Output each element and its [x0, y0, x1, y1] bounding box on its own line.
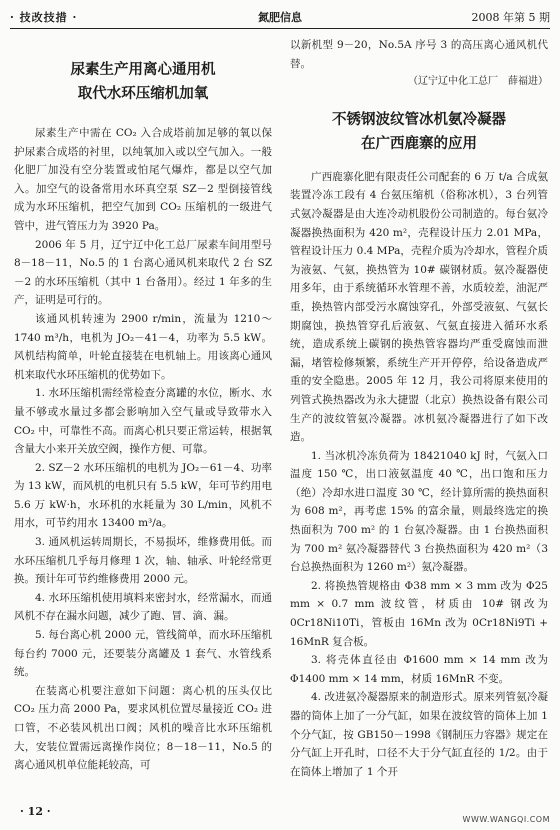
running-header	[10, 4, 550, 29]
section-label: · 技改技措 ·	[10, 11, 78, 24]
article1-paragraph: 1. 水环压缩机需经常检查分离罐的水位，断水、水量不够或水量过多都会影响加入空气量或导致带水入 CO₂ 中，可靠性不高。而离心机只要正常运转，根据氧含量大小来开关放空阀，操作方便、可靠。	[14, 387, 272, 456]
article2-paragraph: 2. 将换热管规格由 Φ38 mm × 3 mm 改为 Φ25 mm × 0.7 mm 波纹管，材质由 10# 钢改为 0Cr18Ni10Ti，管板由 16Mn 改为 0Cr18Ni9Ti + 16MnR 复合板。	[290, 579, 548, 648]
article1-paragraph: 尿素生产中需在 CO₂ 入合成塔前加足够的氧以保护尿素合成塔的衬里，以纯氧加入或以空气加入。一般化肥厂加没有空分装置或怕尾气爆炸，都是以空气加入。加空气的设备常用水环真空泵 SZ－2 型倒接管线成为水环压缩机，把空气加到 CO₂ 压缩机的一级进气管中，进气管压力为 3920 Pa。	[14, 127, 272, 232]
article2-title-line2: 在广西鹿寨的应用	[361, 135, 477, 152]
article1-paragraph: 该通风机转速为 2900 r/min，流量为 1210～1740 m³/h，电机为 JO₂－41－4，功率为 5.5 kW。风机结构简单，叶轮直接装在电机轴上。用该离心通风机来取代水环压缩机的优势如下。	[14, 312, 272, 381]
article1-paragraph: 5. 每台离心机 2000 元，管线简单，而水环压缩机每台约 7000 元，还要装分离罐及 1 套气、水管线系统。	[14, 629, 272, 679]
article1-title-line1: 尿素生产用离心通用机	[70, 62, 216, 78]
article1-credit: （辽宁辽中化工总厂 薛福进）	[408, 76, 548, 88]
article2-paragraph: 广西鹿寨化肥有限责任公司配套的 6 万 t/a 合成氨装置冷冻工段有 4 台氨压缩机（俗称冰机），3 台列管式氨冷凝器是由大连冷动机股份公司制造的。每台氨冷凝器换热面积为 420 m²，壳程设计压力 2.01 MPa，管程设计压力 0.4 MPa，壳程介质为冷却水，管程介质为液氨、气氨，换热管为 10# 碳钢材质。氨冷凝器使用多年，由于系统循环水管理不善，水质较差，油泥严重，换热管内部受污水腐蚀穿孔，外部受液氨、气氨长期腐蚀，换热管穿孔后液氨、气氨直接进入循环水系统，造成系统上碳钢的换热管容器均严重受腐蚀而泄漏，堵管检修频繁，系统生产开开停停，给设备造成严重的安全隐患。2005 年 12 月，我公司将原来使用的列管式换热器改为永大捷盟（北京）换热设备有限公司生产的波纹管氨冷凝器。冰机氨冷凝器进行了如下改造。	[290, 170, 548, 444]
article2-paragraph: 1. 当冰机冷冻负荷为 18421040 kJ 时，气氨入口温度 150 ℃，出口液氨温度 40 ℃，出口饱和压力（绝）冷却水进口温度 30 ℃，经计算所需的换热面积为 608 m²，再考虑 15% 的富余量，则最终选定的换热面积为 700 m² 的 1 台氨冷凝器。由 1 台换热面积为 700 m² 氨冷凝器替代 3 台换热面积为 420 m²（3 台总换热面积为 1260 m²）氨冷凝器。	[290, 449, 548, 574]
article1-paragraph: 3. 通风机运转周期长，不易损坏，维修费用低。而水环压缩机几乎每月修理 1 次，轴、轴承、叶轮经常更换。预计年可节约维修费用 2000 元。	[14, 536, 272, 586]
page-number: · 12 ·	[20, 805, 51, 818]
article2-title	[290, 108, 548, 156]
journal-name: 氮肥信息	[258, 11, 302, 24]
article2-paragraph: 4. 改进氨冷凝器原来的制造形式。原来列管氨冷凝器的筒体上加了一分气缸，如果在波纹管的筒体上加 1 个分气缸，按 GB150－1998《钢制压力容器》规定在分气缸上开孔时，口径不大于分气缸直径的 1/2。由于在筒体上增加了 1 个开	[290, 691, 548, 778]
site-watermark: WWW.WANGQI.COM	[462, 815, 550, 824]
article2-paragraph: 3. 将壳体直径由 Φ1600 mm × 14 mm 改为 Φ1400 mm × 14 mm，材质 16MnR 不变。	[290, 654, 548, 685]
article1-title-line2: 取代水环压缩机加氧	[77, 86, 209, 102]
article1-paragraph: 在装离心机要注意如下问题：离心机的压头仅比 CO₂ 压力高 2000 Pa，要求风机位置尽量接近 CO₂ 进口管，不必装风机出口阀；风机的噪音比水环压缩机大，安装位置需远离操作岗位；8－18－11，No.5 的离心通风机单位能耗较高，可	[14, 684, 272, 772]
left-column	[14, 36, 272, 775]
article1-paragraph: 2006 年 5 月，辽宁辽中化工总厂尿素车间用型号 8－18－11，No.5 的 1 台离心通风机来取代 2 台 SZ－2 的水环压缩机（其中 1 台备用）。经过 1 年多的生产，证明是可行的。	[14, 238, 272, 307]
issue-label: 2008 年第 5 期	[471, 11, 550, 24]
article1-paragraph: 4. 水环压缩机使用填料来密封水，经常漏水，而通风机不存在漏水问题，减少了跑、冒、滴、漏。	[14, 591, 272, 623]
article1-title	[14, 58, 272, 106]
right-column	[290, 36, 548, 781]
article1-continuation: 以新机型 9－20，No.5A 序号 3 的高压离心通风机代替。	[290, 39, 548, 70]
article2-title-line1: 不锈钢波纹管冰机氨冷凝器	[332, 111, 506, 128]
article1-paragraph: 2. SZ－2 水环压缩机的电机为 JO₂－61－4、功率为 13 kW，而风机的电机只有 5.5 kW，年可节约用电 5.6 万 kW·h，水环机的水耗量为 30 L/min，风机不用水，可节约用水 13400 m³/a。	[14, 461, 272, 530]
